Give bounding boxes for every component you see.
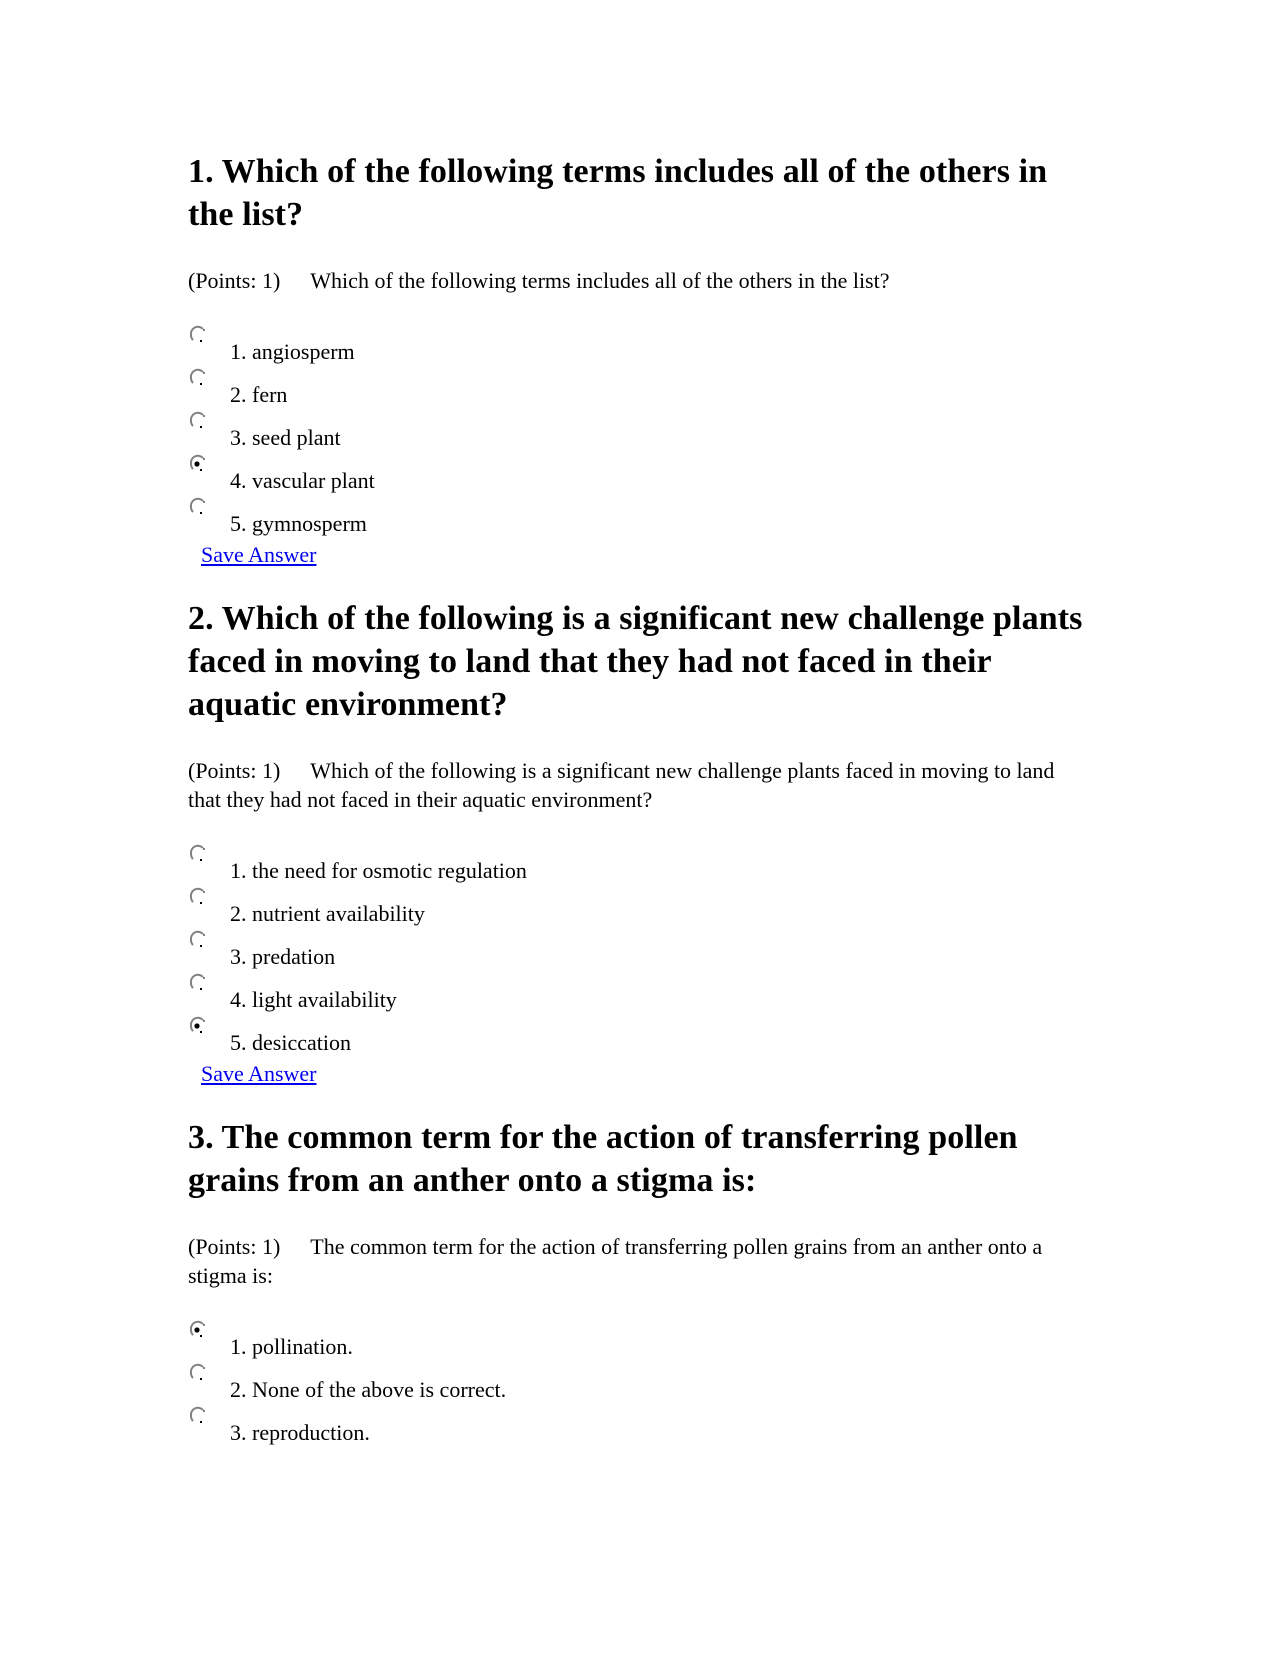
question-2-options: [188, 844, 1088, 1059]
question-2-text: [188, 756, 1088, 814]
option-label: 5. desiccation: [230, 1030, 351, 1055]
question-3-options: [188, 1320, 1088, 1449]
option-label: 2. fern: [230, 382, 288, 407]
radio-unchecked-icon: [188, 497, 208, 517]
question-2-option[interactable]: [188, 930, 1088, 973]
question-3-prompt: The common term for the action of transferring pollen grains from an anther onto a stigma is:: [188, 1234, 1043, 1288]
option-label: 1. the need for osmotic regulation: [230, 858, 527, 883]
radio-button-icon[interactable]: [188, 885, 208, 905]
radio-button-icon[interactable]: [188, 842, 208, 862]
radio-checked-icon: [188, 454, 208, 474]
question-2-option[interactable]: [188, 887, 1088, 930]
radio-button-icon[interactable]: [188, 1318, 208, 1338]
question-3-points: (Points: 1): [188, 1234, 281, 1259]
question-1-option[interactable]: [188, 368, 1088, 411]
radio-button-icon[interactable]: [188, 495, 208, 515]
radio-button-icon[interactable]: [188, 1014, 208, 1034]
question-3: [188, 1116, 1088, 1449]
question-1: [188, 150, 1088, 597]
radio-button-icon[interactable]: [188, 971, 208, 991]
option-label: 4. vascular plant: [230, 468, 375, 493]
radio-checked-icon: [188, 1016, 208, 1036]
question-2-title: 2. Which of the following is a significant new challenge plants faced in moving to land that they had not faced in their aquatic environment?: [188, 600, 1083, 723]
radio-unchecked-icon: [188, 844, 208, 864]
radio-unchecked-icon: [188, 887, 208, 907]
question-1-option[interactable]: [188, 454, 1088, 497]
option-label: 3. reproduction.: [230, 1420, 370, 1445]
question-1-option[interactable]: [188, 497, 1088, 540]
radio-button-icon[interactable]: [188, 928, 208, 948]
option-label: 4. light availability: [230, 987, 397, 1012]
radio-unchecked-icon: [188, 1406, 208, 1426]
question-1-title: 1. Which of the following terms includes all of the others in the list?: [188, 153, 1048, 233]
question-3-title: 3. The common term for the action of transferring pollen grains from an anther onto a stigma is:: [188, 1119, 1018, 1199]
radio-unchecked-icon: [188, 368, 208, 388]
radio-button-icon[interactable]: [188, 366, 208, 386]
question-3-option[interactable]: [188, 1320, 1088, 1363]
question-1-option[interactable]: [188, 325, 1088, 368]
question-3-option[interactable]: [188, 1406, 1088, 1449]
question-3-text: [188, 1232, 1088, 1290]
radio-button-icon[interactable]: [188, 409, 208, 429]
radio-button-icon[interactable]: [188, 323, 208, 343]
question-1-options: [188, 325, 1088, 540]
radio-button-icon[interactable]: [188, 452, 208, 472]
option-label: 3. predation: [230, 944, 336, 969]
option-label: 1. angiosperm: [230, 339, 355, 364]
radio-checked-icon: [188, 1320, 208, 1340]
question-2: [188, 597, 1088, 1116]
radio-button-icon[interactable]: [188, 1404, 208, 1424]
question-1-prompt: Which of the following terms includes all of the others in the list?: [310, 268, 890, 293]
radio-unchecked-icon: [188, 325, 208, 345]
option-label: 5. gymnosperm: [230, 511, 367, 536]
radio-unchecked-icon: [188, 973, 208, 993]
option-label: 2. None of the above is correct.: [230, 1377, 507, 1402]
option-label: 1. pollination.: [230, 1334, 353, 1359]
radio-unchecked-icon: [188, 1363, 208, 1383]
question-3-option[interactable]: [188, 1363, 1088, 1406]
radio-unchecked-icon: [188, 930, 208, 950]
radio-button-icon[interactable]: [188, 1361, 208, 1381]
radio-unchecked-icon: [188, 411, 208, 431]
quiz-page: [188, 150, 1088, 1449]
save-answer-link-2[interactable]: Save Answer: [201, 1061, 317, 1086]
question-2-points: (Points: 1): [188, 758, 281, 783]
question-2-option[interactable]: [188, 973, 1088, 1016]
save-answer-link-1[interactable]: Save Answer: [201, 542, 317, 567]
question-2-prompt: Which of the following is a significant new challenge plants faced in moving to land that they had not faced in their aquatic environment?: [188, 758, 1055, 812]
question-2-option[interactable]: [188, 844, 1088, 887]
question-2-option[interactable]: [188, 1016, 1088, 1059]
question-1-points: (Points: 1): [188, 268, 281, 293]
option-label: 3. seed plant: [230, 425, 341, 450]
question-1-text: [188, 266, 1088, 295]
option-label: 2. nutrient availability: [230, 901, 425, 926]
question-1-option[interactable]: [188, 411, 1088, 454]
